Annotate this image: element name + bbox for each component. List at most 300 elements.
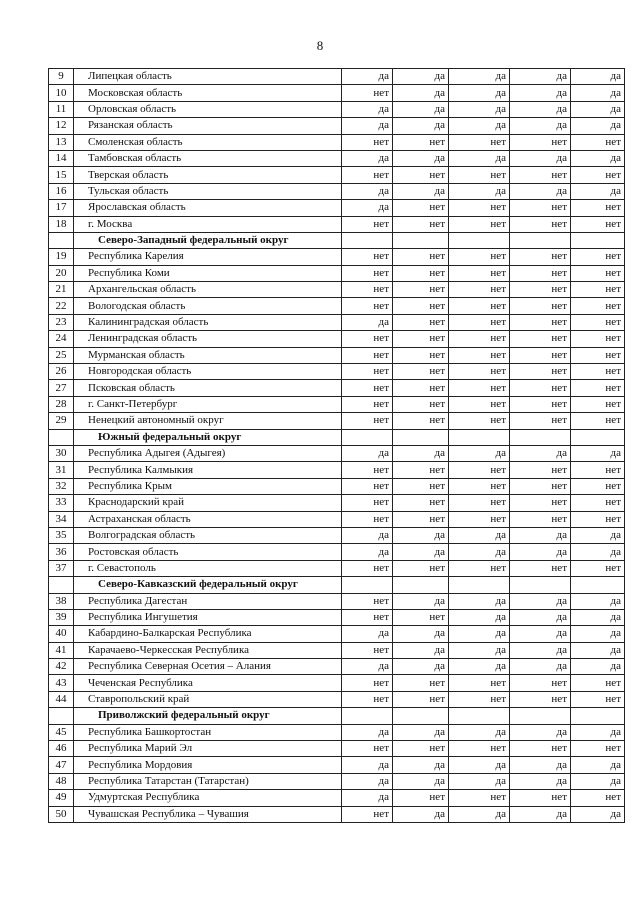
region-row <box>49 724 625 740</box>
value-cell: нет <box>449 249 510 265</box>
row-number: 41 <box>49 642 74 658</box>
value-cell: да <box>342 724 393 740</box>
value-cell: да <box>342 527 393 543</box>
value-cell: нет <box>342 265 393 281</box>
value-cell: нет <box>571 347 625 363</box>
region-name: Кабардино-Балкарская Республика <box>74 626 342 642</box>
region-name: Республика Башкортостан <box>74 724 342 740</box>
value-cell <box>342 577 393 593</box>
value-cell: нет <box>342 741 393 757</box>
region-name: Республика Мордовия <box>74 757 342 773</box>
region-name: г. Санкт-Петербург <box>74 396 342 412</box>
value-cell: да <box>510 626 571 642</box>
value-cell: нет <box>342 511 393 527</box>
value-cell: да <box>449 183 510 199</box>
value-cell: нет <box>342 249 393 265</box>
region-row <box>49 741 625 757</box>
value-cell: да <box>571 527 625 543</box>
value-cell: нет <box>571 396 625 412</box>
region-row <box>49 560 625 576</box>
region-name: г. Москва <box>74 216 342 232</box>
value-cell: нет <box>510 790 571 806</box>
value-cell: да <box>342 659 393 675</box>
regions-table-body <box>49 69 625 823</box>
region-name: г. Севастополь <box>74 560 342 576</box>
value-cell: да <box>571 445 625 461</box>
number-cell <box>49 708 74 724</box>
value-cell: нет <box>571 495 625 511</box>
district-header-row <box>49 708 625 724</box>
page-number: 8 <box>316 38 324 53</box>
region-name: Калининградская область <box>74 314 342 330</box>
value-cell: нет <box>571 560 625 576</box>
district-name: Приволжский федеральный округ <box>74 708 342 724</box>
value-cell: нет <box>342 347 393 363</box>
region-name: Карачаево-Черкесская Республика <box>74 642 342 658</box>
value-cell: да <box>342 118 393 134</box>
value-cell <box>571 577 625 593</box>
value-cell: нет <box>342 396 393 412</box>
region-row <box>49 265 625 281</box>
value-cell: да <box>510 445 571 461</box>
region-row <box>49 790 625 806</box>
row-number: 29 <box>49 413 74 429</box>
row-number: 44 <box>49 691 74 707</box>
value-cell: нет <box>449 380 510 396</box>
row-number: 37 <box>49 560 74 576</box>
region-row <box>49 544 625 560</box>
value-cell: нет <box>393 396 449 412</box>
region-row <box>49 331 625 347</box>
value-cell: нет <box>342 495 393 511</box>
value-cell: нет <box>571 462 625 478</box>
region-name: Орловская область <box>74 101 342 117</box>
value-cell: да <box>510 150 571 166</box>
value-cell: да <box>510 101 571 117</box>
row-number: 16 <box>49 183 74 199</box>
value-cell: да <box>393 85 449 101</box>
value-cell <box>393 429 449 445</box>
value-cell <box>449 232 510 248</box>
region-name: Ярославская область <box>74 200 342 216</box>
value-cell: да <box>393 642 449 658</box>
value-cell: да <box>393 757 449 773</box>
value-cell: нет <box>393 167 449 183</box>
value-cell <box>449 708 510 724</box>
value-cell: нет <box>393 790 449 806</box>
row-number: 23 <box>49 314 74 330</box>
district-name: Северо-Западный федеральный округ <box>74 232 342 248</box>
value-cell: нет <box>510 413 571 429</box>
value-cell: да <box>510 85 571 101</box>
value-cell: нет <box>342 216 393 232</box>
value-cell: да <box>571 659 625 675</box>
value-cell: нет <box>449 560 510 576</box>
region-name: Ставропольский край <box>74 691 342 707</box>
value-cell: нет <box>571 265 625 281</box>
region-row <box>49 298 625 314</box>
value-cell <box>449 577 510 593</box>
value-cell: нет <box>571 134 625 150</box>
value-cell: нет <box>571 167 625 183</box>
row-number: 46 <box>49 741 74 757</box>
value-cell: да <box>571 69 625 85</box>
value-cell: нет <box>393 495 449 511</box>
value-cell: нет <box>342 282 393 298</box>
value-cell: да <box>449 445 510 461</box>
value-cell: нет <box>393 478 449 494</box>
value-cell: нет <box>510 380 571 396</box>
value-cell: да <box>510 659 571 675</box>
value-cell: да <box>571 85 625 101</box>
value-cell: да <box>449 757 510 773</box>
value-cell: нет <box>449 134 510 150</box>
number-cell <box>49 429 74 445</box>
region-row <box>49 527 625 543</box>
value-cell: да <box>510 183 571 199</box>
value-cell <box>342 429 393 445</box>
value-cell: да <box>393 544 449 560</box>
value-cell: да <box>342 790 393 806</box>
value-cell: нет <box>449 167 510 183</box>
value-cell: да <box>393 445 449 461</box>
region-name: Тульская область <box>74 183 342 199</box>
value-cell: нет <box>393 347 449 363</box>
value-cell <box>342 232 393 248</box>
region-row <box>49 495 625 511</box>
value-cell: нет <box>571 741 625 757</box>
region-name: Псковская область <box>74 380 342 396</box>
value-cell: да <box>510 757 571 773</box>
value-cell: да <box>571 101 625 117</box>
value-cell: да <box>571 544 625 560</box>
value-cell: нет <box>342 478 393 494</box>
value-cell: нет <box>449 478 510 494</box>
value-cell: да <box>342 544 393 560</box>
value-cell: нет <box>393 560 449 576</box>
row-number: 27 <box>49 380 74 396</box>
value-cell: нет <box>342 134 393 150</box>
value-cell <box>571 429 625 445</box>
region-name: Республика Адыгея (Адыгея) <box>74 445 342 461</box>
value-cell: нет <box>342 298 393 314</box>
row-number: 47 <box>49 757 74 773</box>
value-cell: да <box>449 118 510 134</box>
value-cell: да <box>449 806 510 822</box>
row-number: 35 <box>49 527 74 543</box>
row-number: 24 <box>49 331 74 347</box>
region-name: Республика Калмыкия <box>74 462 342 478</box>
value-cell: да <box>393 626 449 642</box>
value-cell: да <box>449 724 510 740</box>
value-cell: нет <box>449 790 510 806</box>
row-number: 50 <box>49 806 74 822</box>
value-cell: да <box>449 101 510 117</box>
row-number: 11 <box>49 101 74 117</box>
value-cell: нет <box>510 396 571 412</box>
value-cell: нет <box>510 511 571 527</box>
value-cell: нет <box>342 806 393 822</box>
value-cell: нет <box>510 675 571 691</box>
row-number: 9 <box>49 69 74 85</box>
value-cell: да <box>510 118 571 134</box>
region-name: Тамбовская область <box>74 150 342 166</box>
value-cell: нет <box>449 331 510 347</box>
value-cell: нет <box>510 249 571 265</box>
value-cell: нет <box>449 741 510 757</box>
value-cell: да <box>510 544 571 560</box>
value-cell: да <box>393 69 449 85</box>
value-cell: нет <box>449 347 510 363</box>
value-cell: да <box>393 806 449 822</box>
row-number: 26 <box>49 364 74 380</box>
value-cell: да <box>510 773 571 789</box>
value-cell: да <box>449 773 510 789</box>
value-cell: нет <box>393 413 449 429</box>
region-row <box>49 101 625 117</box>
row-number: 10 <box>49 85 74 101</box>
value-cell: нет <box>449 495 510 511</box>
row-number: 31 <box>49 462 74 478</box>
value-cell: да <box>571 118 625 134</box>
value-cell: да <box>571 757 625 773</box>
row-number: 43 <box>49 675 74 691</box>
value-cell: да <box>449 150 510 166</box>
value-cell: нет <box>393 691 449 707</box>
region-name: Республика Северная Осетия – Алания <box>74 659 342 675</box>
value-cell: да <box>510 609 571 625</box>
region-name: Ленинградская область <box>74 331 342 347</box>
value-cell: нет <box>449 298 510 314</box>
value-cell: нет <box>571 675 625 691</box>
region-row <box>49 314 625 330</box>
value-cell: нет <box>393 298 449 314</box>
value-cell: нет <box>571 364 625 380</box>
value-cell: да <box>342 773 393 789</box>
region-row <box>49 282 625 298</box>
value-cell: нет <box>393 249 449 265</box>
value-cell: да <box>393 593 449 609</box>
value-cell: нет <box>571 200 625 216</box>
region-row <box>49 183 625 199</box>
region-name: Республика Марий Эл <box>74 741 342 757</box>
region-name: Удмуртская Республика <box>74 790 342 806</box>
value-cell <box>449 429 510 445</box>
region-name: Чувашская Республика – Чувашия <box>74 806 342 822</box>
value-cell: нет <box>393 462 449 478</box>
row-number: 32 <box>49 478 74 494</box>
region-name: Волгоградская область <box>74 527 342 543</box>
value-cell <box>510 429 571 445</box>
value-cell <box>510 232 571 248</box>
value-cell: да <box>510 593 571 609</box>
region-name: Рязанская область <box>74 118 342 134</box>
region-name: Республика Коми <box>74 265 342 281</box>
value-cell: нет <box>449 511 510 527</box>
region-row <box>49 216 625 232</box>
row-number: 34 <box>49 511 74 527</box>
region-name: Краснодарский край <box>74 495 342 511</box>
region-name: Смоленская область <box>74 134 342 150</box>
row-number: 36 <box>49 544 74 560</box>
value-cell: нет <box>449 413 510 429</box>
value-cell: нет <box>571 511 625 527</box>
value-cell: нет <box>510 200 571 216</box>
value-cell: да <box>449 85 510 101</box>
value-cell: нет <box>449 675 510 691</box>
region-name: Республика Карелия <box>74 249 342 265</box>
value-cell <box>571 232 625 248</box>
value-cell: нет <box>571 282 625 298</box>
region-name: Ростовская область <box>74 544 342 560</box>
value-cell: нет <box>571 380 625 396</box>
value-cell: нет <box>571 314 625 330</box>
region-row <box>49 757 625 773</box>
value-cell: да <box>393 183 449 199</box>
value-cell: нет <box>393 282 449 298</box>
value-cell: нет <box>449 282 510 298</box>
value-cell: да <box>393 724 449 740</box>
region-row <box>49 609 625 625</box>
value-cell: нет <box>393 265 449 281</box>
region-name: Ненецкий автономный округ <box>74 413 342 429</box>
value-cell: нет <box>342 691 393 707</box>
value-cell: да <box>449 609 510 625</box>
row-number: 25 <box>49 347 74 363</box>
value-cell: нет <box>342 85 393 101</box>
value-cell: да <box>449 593 510 609</box>
value-cell: нет <box>510 741 571 757</box>
row-number: 18 <box>49 216 74 232</box>
value-cell: да <box>342 183 393 199</box>
value-cell: да <box>571 806 625 822</box>
district-name: Южный федеральный округ <box>74 429 342 445</box>
district-header-row <box>49 577 625 593</box>
region-row <box>49 167 625 183</box>
region-row <box>49 85 625 101</box>
region-row <box>49 118 625 134</box>
regions-table <box>48 68 625 823</box>
row-number: 30 <box>49 445 74 461</box>
row-number: 19 <box>49 249 74 265</box>
value-cell: нет <box>342 364 393 380</box>
region-row <box>49 659 625 675</box>
value-cell: да <box>449 659 510 675</box>
row-number: 40 <box>49 626 74 642</box>
region-name: Республика Татарстан (Татарстан) <box>74 773 342 789</box>
value-cell: да <box>393 527 449 543</box>
value-cell: нет <box>449 314 510 330</box>
value-cell: нет <box>510 134 571 150</box>
value-cell: нет <box>393 134 449 150</box>
value-cell: нет <box>571 298 625 314</box>
value-cell <box>342 708 393 724</box>
value-cell: нет <box>510 364 571 380</box>
region-row <box>49 150 625 166</box>
value-cell: нет <box>342 560 393 576</box>
value-cell: да <box>571 593 625 609</box>
value-cell: да <box>510 724 571 740</box>
region-row <box>49 413 625 429</box>
region-name: Мурманская область <box>74 347 342 363</box>
region-name: Республика Дагестан <box>74 593 342 609</box>
value-cell: да <box>342 445 393 461</box>
value-cell: нет <box>571 216 625 232</box>
value-cell: нет <box>449 200 510 216</box>
value-cell: да <box>449 544 510 560</box>
value-cell: да <box>449 626 510 642</box>
value-cell: нет <box>393 314 449 330</box>
value-cell: нет <box>342 331 393 347</box>
value-cell: нет <box>449 462 510 478</box>
value-cell: да <box>393 101 449 117</box>
value-cell: нет <box>510 298 571 314</box>
region-name: Липецкая область <box>74 69 342 85</box>
value-cell: нет <box>510 265 571 281</box>
value-cell: нет <box>571 691 625 707</box>
value-cell: да <box>571 642 625 658</box>
region-row <box>49 626 625 642</box>
value-cell: нет <box>449 691 510 707</box>
value-cell: нет <box>510 347 571 363</box>
number-cell <box>49 232 74 248</box>
region-row <box>49 511 625 527</box>
row-number: 13 <box>49 134 74 150</box>
value-cell: нет <box>393 675 449 691</box>
region-row <box>49 675 625 691</box>
value-cell <box>571 708 625 724</box>
value-cell: нет <box>449 396 510 412</box>
value-cell: нет <box>571 478 625 494</box>
value-cell: нет <box>393 380 449 396</box>
region-name: Астраханская область <box>74 511 342 527</box>
value-cell: да <box>510 642 571 658</box>
region-name: Республика Ингушетия <box>74 609 342 625</box>
region-row <box>49 773 625 789</box>
value-cell: нет <box>510 478 571 494</box>
value-cell: да <box>393 150 449 166</box>
row-number: 33 <box>49 495 74 511</box>
value-cell: да <box>449 527 510 543</box>
row-number: 45 <box>49 724 74 740</box>
value-cell: да <box>571 183 625 199</box>
value-cell <box>393 708 449 724</box>
value-cell: да <box>342 101 393 117</box>
value-cell <box>510 708 571 724</box>
value-cell: да <box>393 118 449 134</box>
value-cell <box>393 232 449 248</box>
region-row <box>49 364 625 380</box>
number-cell <box>49 577 74 593</box>
value-cell: нет <box>342 675 393 691</box>
region-row <box>49 134 625 150</box>
region-row <box>49 478 625 494</box>
row-number: 49 <box>49 790 74 806</box>
value-cell: нет <box>510 167 571 183</box>
value-cell: да <box>571 626 625 642</box>
value-cell: да <box>393 659 449 675</box>
row-number: 38 <box>49 593 74 609</box>
value-cell: нет <box>342 642 393 658</box>
value-cell: нет <box>393 609 449 625</box>
value-cell: нет <box>342 609 393 625</box>
value-cell: да <box>393 773 449 789</box>
value-cell: нет <box>510 462 571 478</box>
value-cell: да <box>510 527 571 543</box>
region-row <box>49 642 625 658</box>
value-cell: да <box>449 69 510 85</box>
region-row <box>49 445 625 461</box>
